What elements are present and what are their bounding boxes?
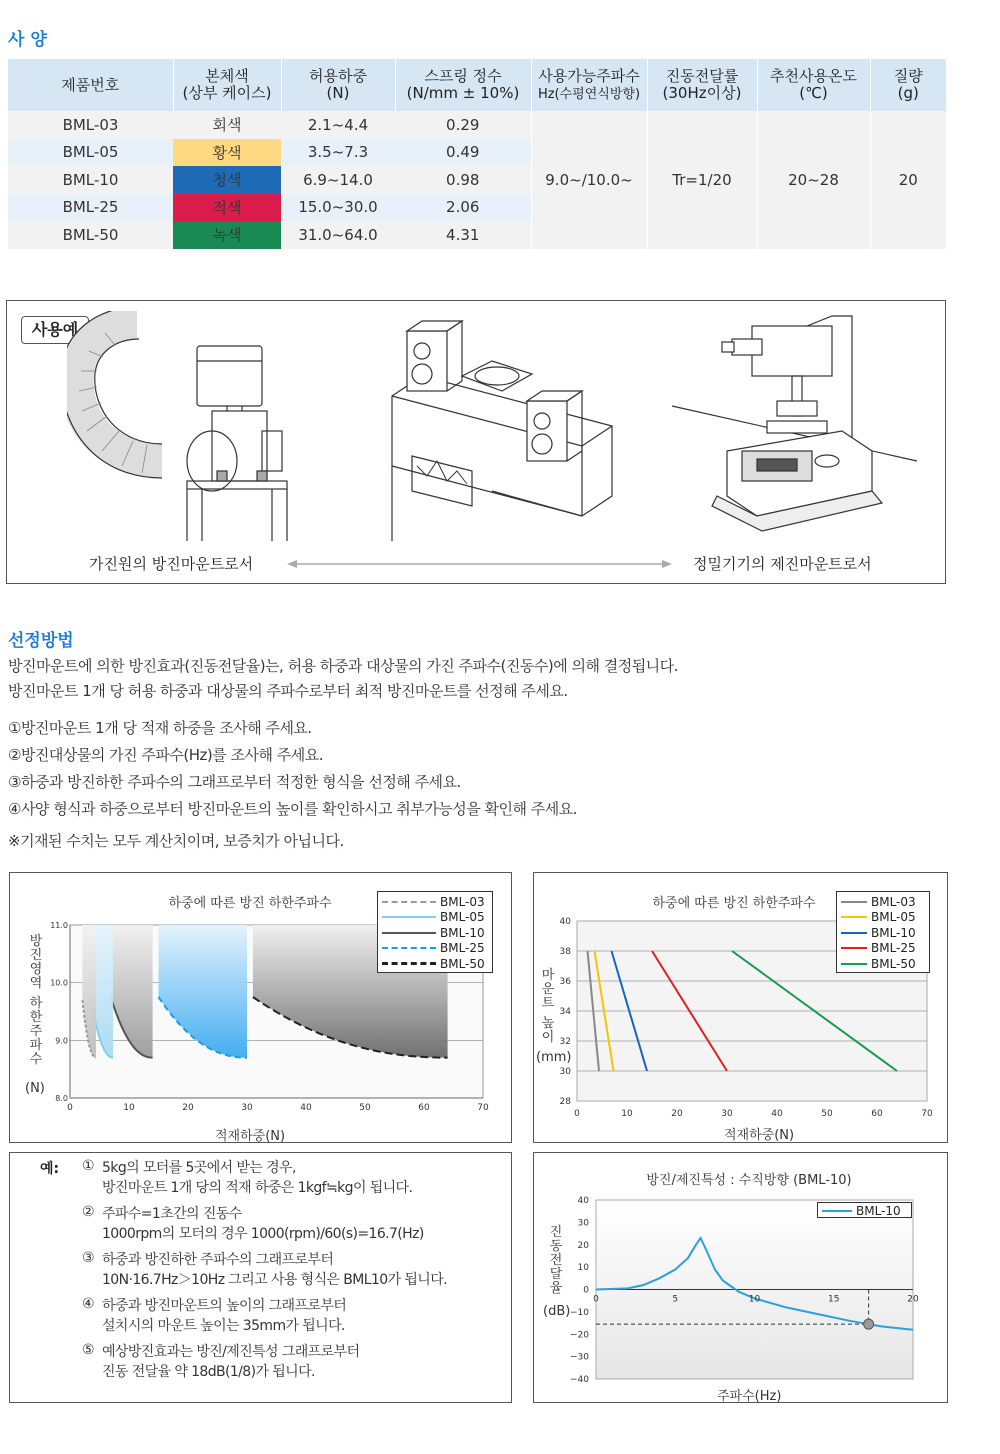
- method-step-2: ②방진대상물의 가진 주파수(Hz)를 조사해 주세요.: [8, 746, 323, 764]
- spec-header-row: [8, 59, 946, 111]
- legend-swatch: [841, 963, 867, 965]
- usage-example-box: [6, 300, 946, 584]
- cell-color: 적색: [173, 194, 281, 222]
- y-tick-label: −30: [570, 1352, 589, 1363]
- legend-label: BML-03: [871, 894, 916, 909]
- x-tick-label: 0: [593, 1294, 599, 1305]
- chart3-xlabel: 주파수(Hz): [717, 1389, 782, 1404]
- example-text: [102, 1296, 346, 1336]
- cell-load: 15.0~30.0: [281, 194, 395, 222]
- cell-color: 청색: [173, 166, 281, 194]
- header-frequency: 사용가능주파수 Hz(수평연식방향): [531, 59, 647, 111]
- cell-color: 회색: [173, 111, 281, 139]
- example-item: [82, 1204, 447, 1244]
- x-tick-label: 10: [123, 1103, 135, 1113]
- legend-swatch: [841, 947, 867, 949]
- cell-model: BML-05: [8, 139, 173, 167]
- legend-item: [837, 956, 929, 972]
- legend-item: [837, 910, 929, 926]
- ylabel-char: 역: [29, 976, 43, 991]
- cell-mass: 20: [870, 111, 946, 249]
- y-tick-label: 34: [559, 1007, 571, 1017]
- legend-item: [837, 894, 929, 910]
- y-tick-label: 0: [583, 1285, 589, 1296]
- ylabel-char: 동: [549, 1239, 563, 1254]
- cell-load: 6.9~14.0: [281, 166, 395, 194]
- legend-item: [818, 1203, 911, 1219]
- legend-swatch: [382, 916, 436, 918]
- y-tick-label: 38: [559, 947, 571, 957]
- legend-item: [378, 956, 492, 972]
- y-tick-label: 10: [577, 1263, 589, 1274]
- cell-spring: 0.98: [395, 166, 531, 194]
- y-tick-label: 32: [559, 1037, 571, 1047]
- example-line: 하중과 방진마운트의 높이의 그래프로부터: [102, 1298, 347, 1314]
- y-tick-label: 9.0: [55, 1036, 68, 1046]
- example-item: [82, 1296, 447, 1336]
- chart3-ylabel: [548, 1226, 564, 1296]
- legend-item: [378, 894, 492, 910]
- example-line: 진동 전달율 약 18dB(1/8)가 됩니다.: [102, 1364, 315, 1380]
- chart1-xlabel: 적재하중(N): [215, 1129, 286, 1144]
- chart2-frame: [533, 872, 948, 1143]
- legend-label: BML-10: [871, 925, 916, 940]
- y-tick-label: 8.0: [55, 1094, 68, 1103]
- ylabel-char: 한: [29, 1010, 43, 1025]
- chart1-frame: [9, 872, 512, 1143]
- ylabel-char: 진: [29, 948, 43, 963]
- ylabel-char: 진: [549, 1225, 563, 1240]
- cell-model: BML-03: [8, 111, 173, 139]
- header-temperature: 추천사용온도 (℃): [757, 59, 870, 111]
- cell-spring: 2.06: [395, 194, 531, 222]
- legend-item: [837, 925, 929, 941]
- header-color: 본체색 (상부 케이스): [173, 59, 281, 111]
- example-number: ⑤: [82, 1342, 94, 1358]
- spec-table: [8, 59, 946, 249]
- usage-caption-left: 가진원의 방진마운트로서: [89, 555, 254, 573]
- legend-label: BML-03: [440, 894, 485, 909]
- chart2-legend: [836, 891, 930, 973]
- legend-label: BML-25: [871, 941, 916, 956]
- legend-swatch: [841, 916, 867, 918]
- chart1-legend: [377, 891, 493, 973]
- legend-swatch: [382, 932, 436, 934]
- x-tick-label: 10: [621, 1109, 633, 1119]
- cell-temperature: 20~28: [757, 111, 870, 249]
- x-tick-label: 60: [418, 1103, 430, 1113]
- x-tick-label: 60: [871, 1109, 883, 1119]
- ylabel-char: 달: [549, 1267, 563, 1282]
- header-transmission: 진동전달률 (30Hz이상): [647, 59, 757, 111]
- audio-illustration: [382, 316, 622, 541]
- chart1-title: 하중에 따른 방진 하한주파수: [168, 896, 332, 911]
- chart2-xlabel: 적재하중(N): [724, 1128, 795, 1143]
- cell-spring: 4.31: [395, 221, 531, 249]
- x-tick-label: 50: [359, 1103, 371, 1113]
- legend-swatch: [382, 901, 436, 903]
- cell-spring: 0.49: [395, 139, 531, 167]
- example-line: 5kg의 모터를 5곳에서 받는 경우,: [102, 1160, 296, 1176]
- example-list: [82, 1158, 447, 1388]
- usage-tag: 사용예: [21, 316, 89, 344]
- cell-model: BML-50: [8, 221, 173, 249]
- y-tick-label: 20: [577, 1240, 589, 1251]
- x-tick-label: 40: [771, 1109, 783, 1119]
- chart2-ylabel: [540, 969, 556, 1045]
- ylabel-char: 주: [29, 1024, 43, 1039]
- example-line: 10N·16.7Hz＞10Hz 그리고 사용 형식은 BML10가 됩니다.: [102, 1272, 447, 1288]
- legend-swatch: [841, 901, 867, 903]
- ylabel-char: 트: [541, 996, 555, 1011]
- chart3-plot: [534, 1153, 949, 1404]
- chart3-yunit: (dB): [543, 1304, 571, 1319]
- x-tick-label: 0: [67, 1103, 73, 1113]
- chart2-yunit: (mm): [536, 1050, 572, 1065]
- example-text: [102, 1250, 447, 1290]
- example-item: [82, 1250, 447, 1290]
- y-tick-label: −20: [570, 1330, 589, 1341]
- header-mass: 질량 (g): [870, 59, 946, 111]
- cell-load: 3.5~7.3: [281, 139, 395, 167]
- x-tick-label: 70: [921, 1109, 933, 1119]
- operating-point-marker: [864, 1319, 874, 1329]
- legend-label: BML-50: [871, 956, 916, 971]
- example-line: 1000rpm의 모터의 경우 1000(rpm)/60(s)=16.7(Hz): [102, 1226, 424, 1242]
- example-item: [82, 1158, 447, 1198]
- ylabel-char: 수: [29, 1052, 43, 1067]
- cell-load: 2.1~4.4: [281, 111, 395, 139]
- legend-label: BML-05: [871, 910, 916, 925]
- cell-model: BML-25: [8, 194, 173, 222]
- precision-instrument-illustration: [667, 311, 927, 541]
- y-tick-label: −10: [570, 1307, 589, 1318]
- ylabel-char: 전: [549, 1253, 563, 1268]
- example-line: 방진마운트 1개 당의 적재 하중은 1kgf≒kg이 됩니다.: [102, 1180, 413, 1196]
- ylabel-char: 이: [541, 1030, 555, 1045]
- x-tick-label: 50: [821, 1109, 833, 1119]
- y-tick-label: 11.0: [50, 921, 68, 930]
- legend-swatch: [382, 947, 436, 949]
- method-intro-2: 방진마운트 1개 당 허용 하중과 대상물의 주파수로부터 최적 방진마운트를 선정해 주세요.: [8, 682, 568, 700]
- y-tick-label: 10.0: [50, 978, 68, 988]
- example-number: ③: [82, 1250, 94, 1266]
- chart2-title: 하중에 따른 방진 하한주파수: [652, 896, 816, 911]
- cell-spring: 0.29: [395, 111, 531, 139]
- y-tick-label: 28: [559, 1097, 571, 1107]
- cell-transmission: Tr=1/20: [647, 111, 757, 249]
- example-line: 하중과 방진하한 주파수의 그래프로부터: [102, 1252, 334, 1268]
- example-item: [82, 1342, 447, 1382]
- method-step-4: ④사양 형식과 하중으로부터 방진마운트의 높이를 확인하시고 취부가능성을 확인해 주세요.: [8, 800, 577, 818]
- header-load: 허용하중 (N): [281, 59, 395, 111]
- example-label: 예:: [40, 1161, 60, 1177]
- ylabel-char: 마: [541, 968, 555, 983]
- spec-title: 사 양: [8, 30, 47, 50]
- cell-frequency: 9.0~/10.0~: [531, 111, 647, 249]
- ylabel-char: 방: [29, 934, 43, 949]
- legend-label: BML-25: [440, 941, 485, 956]
- legend-item: [378, 941, 492, 957]
- legend-label: BML-10: [856, 1203, 901, 1218]
- y-tick-label: 40: [577, 1196, 589, 1206]
- cell-color: 황색: [173, 139, 281, 167]
- blower-illustration: [67, 311, 307, 541]
- example-number: ①: [82, 1158, 94, 1174]
- example-text: [102, 1342, 359, 1382]
- legend-item: [378, 910, 492, 926]
- usage-caption-right: 정밀기기의 제진마운트로서: [693, 555, 872, 573]
- cell-color: 녹색: [173, 221, 281, 249]
- x-tick-label: 20: [671, 1109, 683, 1119]
- x-tick-label: 10: [748, 1294, 761, 1305]
- chart3-legend: [817, 1202, 912, 1218]
- x-tick-label: 20: [182, 1103, 194, 1113]
- chart3-frame: [533, 1152, 948, 1403]
- legend-item: [378, 925, 492, 941]
- table-row: [8, 111, 946, 139]
- chart1-yunit: (N): [25, 1081, 45, 1096]
- chart3-title: 방진/제진특성 : 수직방향 (BML-10): [646, 1173, 852, 1188]
- double-arrow-icon: [287, 557, 672, 571]
- method-step-3: ③하중과 방진하한 주파수의 그래프로부터 적정한 형식을 선정해 주세요.: [8, 773, 461, 791]
- x-tick-label: 30: [241, 1103, 253, 1113]
- chart1-ylabel: [28, 935, 44, 1067]
- legend-swatch: [382, 962, 436, 965]
- method-intro-1: 방진마운트에 의한 방진효과(진동전달율)는, 허용 하중과 대상물의 가진 주파수(진동수)에 의해 결정됩니다.: [8, 657, 678, 675]
- legend-item: [837, 941, 929, 957]
- x-tick-label: 20: [907, 1294, 919, 1305]
- x-tick-label: 40: [300, 1103, 312, 1113]
- method-step-1: ①방진마운트 1개 당 적재 하중을 조사해 주세요.: [8, 719, 312, 737]
- example-line: 설치시의 마운트 높이는 35mm가 됩니다.: [102, 1318, 345, 1334]
- header-spring: 스프링 정수 (N/mm ± 10%): [395, 59, 531, 111]
- method-note: ※기재된 수치는 모두 계산치이며, 보증치가 아닙니다.: [8, 832, 344, 850]
- example-text: [102, 1158, 412, 1198]
- cell-load: 31.0~64.0: [281, 221, 395, 249]
- ylabel-char: 파: [29, 1038, 43, 1053]
- example-number: ②: [82, 1204, 94, 1220]
- legend-swatch: [841, 932, 867, 934]
- ylabel-char: 율: [549, 1281, 563, 1296]
- method-title: 선정방법: [8, 631, 74, 651]
- x-tick-label: 70: [477, 1103, 489, 1113]
- y-tick-label: 36: [559, 977, 571, 987]
- y-tick-label: 30: [559, 1067, 571, 1077]
- y-tick-label: −40: [570, 1375, 589, 1385]
- ylabel-char: 높: [541, 1016, 555, 1031]
- x-tick-label: 15: [828, 1294, 840, 1305]
- legend-label: BML-10: [440, 925, 485, 940]
- legend-label: BML-50: [440, 956, 485, 971]
- cell-model: BML-10: [8, 166, 173, 194]
- legend-swatch: [822, 1210, 852, 1212]
- y-tick-label: 30: [577, 1218, 589, 1229]
- example-line: 주파수=1초간의 진동수: [102, 1206, 242, 1222]
- header-model: 제품번호: [8, 59, 173, 111]
- y-tick-label: 40: [559, 917, 571, 927]
- ylabel-char: 영: [29, 962, 43, 977]
- example-line: 예상방진효과는 방진/제진특성 그래프로부터: [102, 1344, 360, 1360]
- example-number: ④: [82, 1296, 94, 1312]
- example-text: [102, 1204, 424, 1244]
- ylabel-char: 하: [29, 996, 43, 1011]
- legend-label: BML-05: [440, 910, 485, 925]
- ylabel-char: 운: [541, 982, 555, 997]
- x-tick-label: 5: [672, 1294, 679, 1305]
- x-tick-label: 0: [574, 1109, 580, 1119]
- x-tick-label: 30: [721, 1109, 733, 1119]
